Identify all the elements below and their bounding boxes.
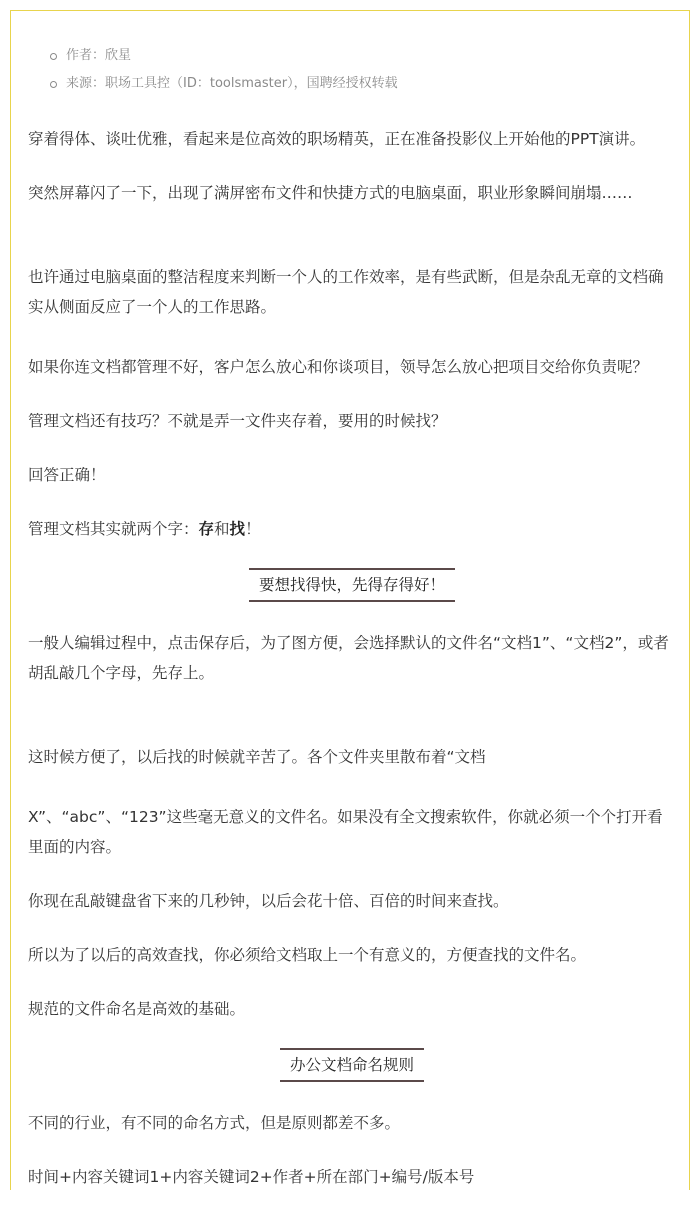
- meta-source: [50, 70, 398, 98]
- bold-store: 存: [198, 520, 215, 538]
- paragraph-line: X”、“abc”、“123”这些毫无意义的文件名。如果没有全文搜索软件，你就必须一个个打开看里面的内容。: [28, 808, 663, 856]
- paragraph: [28, 232, 676, 382]
- text-run: 管理文档其实就两个字：: [28, 520, 199, 538]
- paragraph: 管理文档还有技巧？不就是弄一文件夹存着，要用的时候找？: [28, 412, 447, 430]
- paragraph: 你现在乱敲键盘省下来的几秒钟，以后会花十倍、百倍的时间来查找。: [28, 892, 509, 910]
- section-heading-wrap: [28, 1048, 676, 1082]
- meta-list: [50, 42, 398, 98]
- paragraph-store-find: [28, 514, 676, 544]
- paragraph: 穿着得体、谈吐优雅，看起来是位高效的职场精英，正在准备投影仪上开始他的PPT演讲。: [28, 130, 646, 148]
- meta-author: [50, 42, 398, 70]
- paragraph: 回答正确！: [28, 466, 106, 484]
- paragraph: 规范的文件命名是高效的基础。: [28, 1000, 246, 1018]
- bold-find: 找: [229, 520, 246, 538]
- paragraph-line: 这时候方便了，以后找的时候就辛苦了。各个文件夹里散布着“文档: [28, 748, 486, 766]
- paragraph-line: 也许通过电脑桌面的整洁程度来判断一个人的工作效率，是有些武断，但是杂乱无章的文档确实从侧面反应了一个人的工作思路。: [28, 268, 664, 316]
- text-run: ！: [245, 520, 261, 538]
- paragraph: 一般人编辑过程中，点击保存后，为了图方便，会选择默认的文件名“文档1”、“文档2”，或者胡乱敲几个字母，先存上。: [28, 634, 669, 682]
- paragraph-line: 如果你连文档都管理不好，客户怎么放心和你谈项目，领导怎么放心把项目交给你负责呢？: [28, 358, 649, 376]
- author-text: 作者：欣星: [66, 48, 132, 63]
- paragraph: 所以为了以后的高效查找，你必须给文档取上一个有意义的，方便查找的文件名。: [28, 946, 587, 964]
- section-heading: 要想找得快，先得存得好！: [249, 568, 455, 602]
- text-run: 和: [214, 520, 230, 538]
- source-text: 来源：职场工具控（ID：toolsmaster），国聘经授权转载: [66, 76, 398, 91]
- article-body: [28, 124, 676, 1216]
- paragraph: 突然屏幕闪了一下，出现了满屏密布文件和快捷方式的电脑桌面，职业形象瞬间崩塌……: [28, 184, 633, 202]
- paragraph: 不同的行业，有不同的命名方式，但是原则都差不多。: [28, 1114, 401, 1132]
- paragraph: 时间+内容关键词1+内容关键词2+作者+所在部门+编号/版本号: [28, 1168, 475, 1186]
- bullet-icon: [50, 53, 57, 60]
- paragraph: [28, 712, 676, 862]
- section-heading: 办公文档命名规则: [280, 1048, 424, 1082]
- section-heading-wrap: [28, 568, 676, 602]
- bullet-icon: [50, 81, 57, 88]
